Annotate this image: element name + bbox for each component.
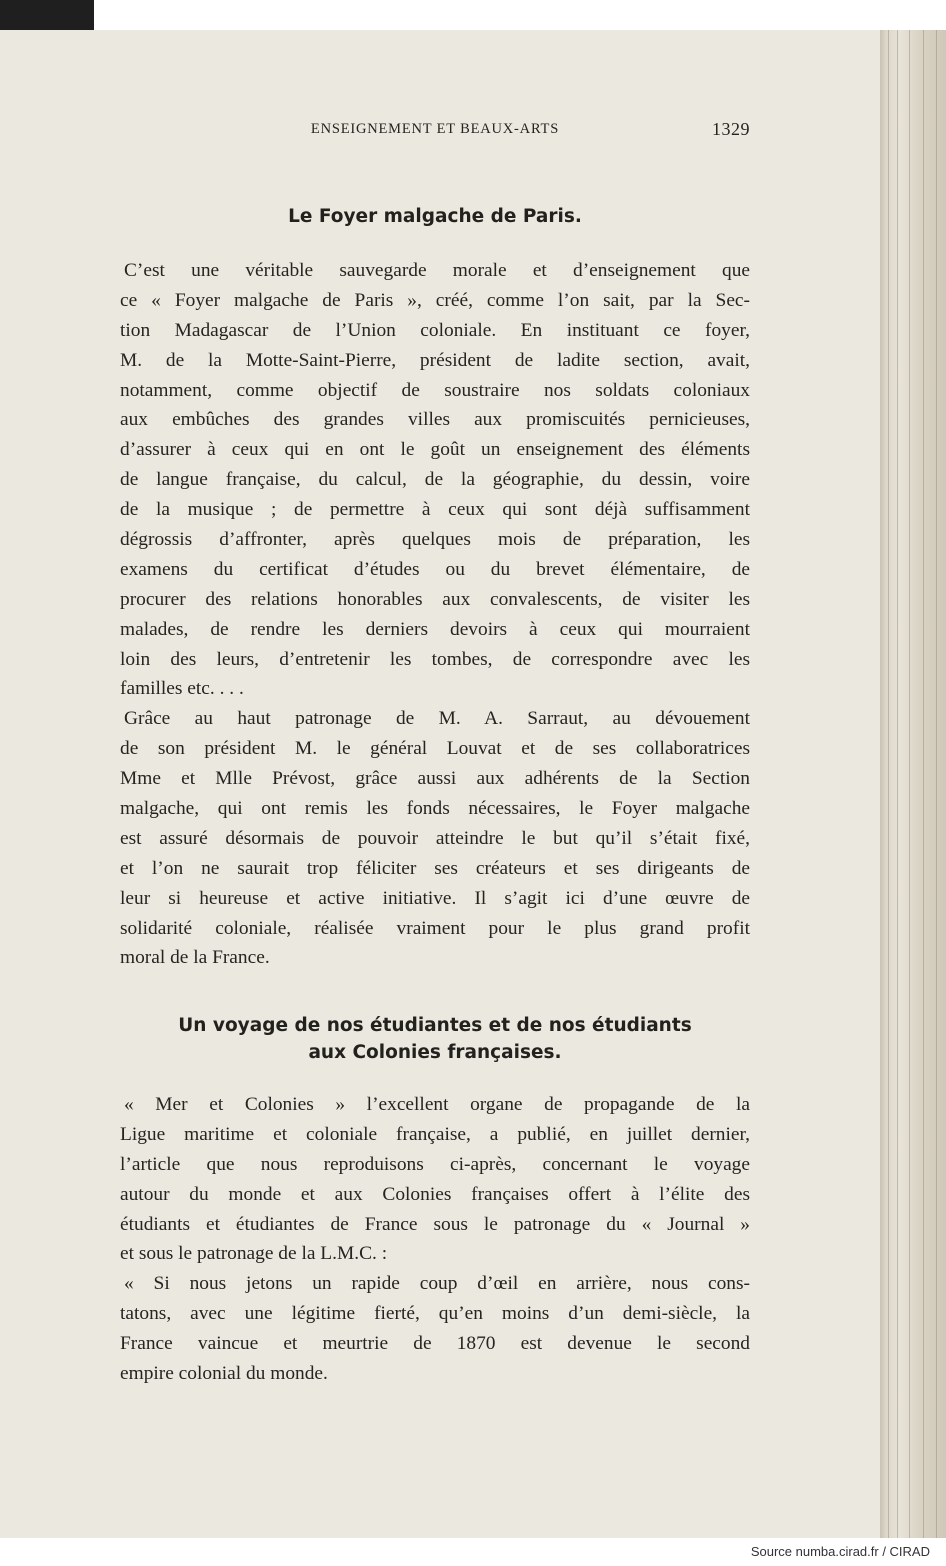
paragraph	[120, 1269, 750, 1389]
text-line: malades, de rendre les derniers devoirs à ceux qui mourraient	[120, 618, 750, 640]
source-credit: Source numba.cirad.fr / CIRAD	[750, 1544, 930, 1559]
running-title: ENSEIGNEMENT ET BEAUX-ARTS	[310, 121, 560, 137]
article-title-voyage-line1: Un voyage de nos étudiantes et de nos étudiants	[178, 1015, 692, 1036]
text-line: ce « Foyer malgache de Paris », créé, comme l’on sait, par la Sec-	[120, 289, 750, 311]
text-line: étudiants et étudiantes de France sous le patronage du « Journal »	[120, 1213, 750, 1235]
text-line: « Mer et Colonies » l’excellent organe de propagande de la	[124, 1094, 750, 1115]
text-line: empire colonial du monde.	[120, 1363, 328, 1385]
running-head	[120, 121, 750, 141]
article-title-voyage-line2: aux Colonies françaises.	[308, 1042, 562, 1063]
article-foyer-malgache-body	[120, 256, 750, 973]
scan-corner-top-left	[0, 0, 94, 30]
text-line: dégrossis d’affronter, après quelques mois de préparation, les	[120, 529, 750, 551]
page-edge-stack	[880, 30, 946, 1538]
text-line: France vaincue et meurtrie de 1870 est devenue le second	[120, 1333, 750, 1355]
text-line: de langue française, du calcul, de la géographie, du dessin, voire	[120, 469, 750, 491]
text-line: leur si heureuse et active initiative. Il s’agit ici d’une œuvre de	[120, 887, 750, 909]
text-line: Mme et Mlle Prévost, grâce aussi aux adhérents de la Section	[120, 768, 750, 790]
text-line: procurer des relations honorables aux convalescents, de visiter les	[120, 588, 750, 610]
text-line: Ligue maritime et coloniale française, a publié, en juillet dernier,	[120, 1123, 750, 1145]
text-line: tion Madagascar de l’Union coloniale. En instituant ce foyer,	[120, 319, 750, 341]
text-line: est assuré désormais de pouvoir atteindre le but qu’il s’était fixé,	[120, 827, 750, 849]
text-line: autour du monde et aux Colonies françaises offert à l’élite des	[120, 1183, 750, 1205]
text-line: familles etc. . . .	[120, 678, 244, 700]
text-line: et sous le patronage de la L.M.C. :	[120, 1243, 388, 1265]
text-line: loin des leurs, d’entretenir les tombes, de correspondre avec les	[120, 648, 750, 670]
paragraph	[120, 256, 750, 704]
page-number: 1329	[712, 119, 750, 139]
text-line: de la musique ; de permettre à ceux qui sont déjà suffisamment	[120, 499, 750, 521]
text-line: moral de la France.	[120, 947, 270, 969]
text-line: Grâce au haut patronage de M. A. Sarraut, au dévouement	[124, 708, 750, 730]
text-line: de son président M. le général Louvat et de ses collaboratrices	[120, 738, 750, 760]
text-line: l’article que nous reproduisons ci-après, concernant le voyage	[120, 1153, 750, 1175]
article-title-foyer-malgache: Le Foyer malgache de Paris.	[288, 206, 582, 227]
text-line: « Si nous jetons un rapide coup d’œil en arrière, nous cons-	[124, 1273, 750, 1295]
article-voyage-body	[120, 1090, 750, 1389]
paragraph	[120, 1090, 750, 1269]
paragraph	[120, 704, 750, 973]
text-line: tatons, avec une légitime fierté, qu’en moins d’un demi-siècle, la	[120, 1303, 750, 1325]
text-line: d’assurer à ceux qui en ont le goût un enseignement des éléments	[120, 439, 750, 461]
text-line: C’est une véritable sauvegarde morale et d’enseignement que	[124, 260, 750, 281]
text-line: notamment, comme objectif de soustraire nos soldats coloniaux	[120, 379, 750, 401]
text-line: malgache, qui ont remis les fonds nécessaires, le Foyer malgache	[120, 798, 750, 820]
text-line: et l’on ne saurait trop féliciter ses créateurs et ses dirigeants de	[120, 857, 750, 879]
text-line: aux embûches des grandes villes aux promiscuités pernicieuses,	[120, 409, 750, 431]
text-line: M. de la Motte-Saint-Pierre, président de ladite section, avait,	[120, 349, 750, 371]
text-line: examens du certificat d’études ou du brevet élémentaire, de	[120, 558, 750, 580]
text-line: solidarité coloniale, réalisée vraiment pour le plus grand profit	[120, 917, 750, 939]
